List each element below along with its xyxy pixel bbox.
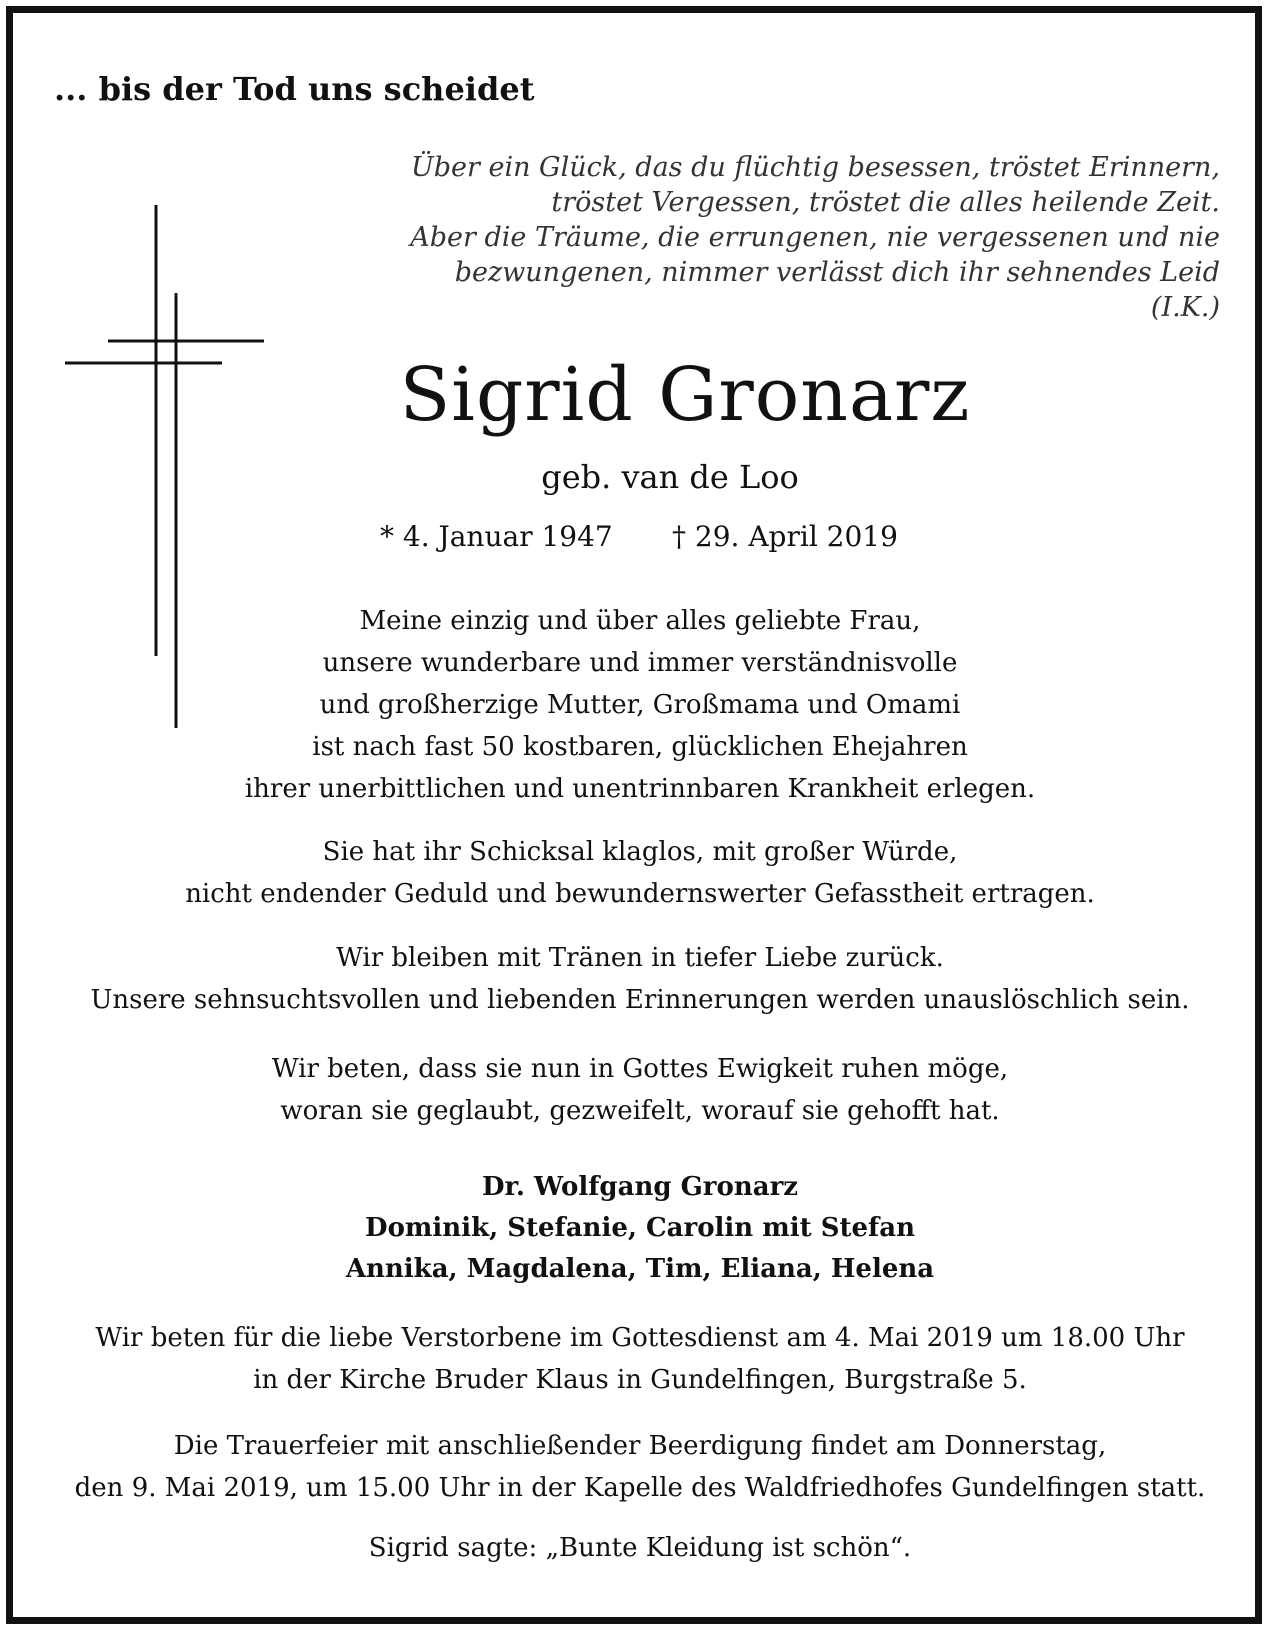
text-line: nicht endender Geduld und bewundernswerter Gefasstheit ertragen. — [185, 879, 1095, 909]
text-line: woran sie geglaubt, gezweifelt, worauf sie gehofft hat. — [280, 1096, 1000, 1126]
family-line: Dr. Wolfgang Gronarz — [481, 1172, 799, 1202]
service-notice — [0, 1317, 1280, 1401]
family-line: Dominik, Stefanie, Carolin mit Stefan — [365, 1213, 915, 1243]
text-paragraph — [0, 831, 1280, 915]
text-line: unsere wunderbare und immer verständnisvolle — [322, 648, 958, 678]
poem-line: Über ein Glück, das du flüchtig besessen, tröstet Erinnern, — [410, 152, 1220, 183]
closing-quote: Sigrid sagte: „Bunte Kleidung ist schön“. — [368, 1533, 912, 1563]
family-line: Annika, Magdalena, Tim, Eliana, Helena — [345, 1254, 935, 1284]
deceased-name: Sigrid Gronarz — [399, 352, 971, 438]
text-line: Wir bleiben mit Tränen in tiefer Liebe zurück. — [336, 943, 944, 973]
text-line: Die Trauerfeier mit anschließender Beerdigung findet am Donnerstag, — [173, 1431, 1107, 1461]
poem-author: (I.K.) — [1150, 292, 1220, 323]
death-date: † 29. April 2019 — [672, 520, 898, 553]
text-line: Wir beten für die liebe Verstorbene im Gottesdienst am 4. Mai 2019 um 18.00 Uhr — [95, 1323, 1185, 1353]
text-paragraph — [0, 600, 1280, 810]
text-line: Unsere sehnsuchtsvollen und liebenden Erinnerungen werden unauslöschlich sein. — [90, 985, 1190, 1015]
birth-date: * 4. Januar 1947 — [380, 520, 613, 553]
text-paragraph — [0, 1048, 1280, 1132]
text-line: den 9. Mai 2019, um 15.00 Uhr in der Kapelle des Waldfriedhofes Gundelfingen statt. — [74, 1473, 1206, 1503]
text-line: Sie hat ihr Schicksal klaglos, mit großer Würde, — [322, 837, 958, 867]
text-line: ist nach fast 50 kostbaren, glücklichen Ehejahren — [312, 732, 968, 762]
poem-line: tröstet Vergessen, tröstet die alles heilende Zeit. — [551, 187, 1220, 218]
text-line: ihrer unerbittlichen und unentrinnbaren Krankheit erlegen. — [244, 774, 1036, 804]
family-signatures — [0, 1167, 1280, 1290]
text-paragraph — [0, 937, 1280, 1021]
text-line: Meine einzig und über alles geliebte Frau, — [359, 606, 921, 636]
text-line: und großherzige Mutter, Großmama und Omami — [319, 690, 961, 720]
poem-line: Aber die Träume, die errungenen, nie vergessenen und nie — [410, 222, 1220, 253]
poem — [300, 150, 1220, 325]
text-line: Wir beten, dass sie nun in Gottes Ewigkeit ruhen möge, — [271, 1054, 1009, 1084]
text-line: in der Kirche Bruder Klaus in Gundelfingen, Burgstraße 5. — [253, 1365, 1027, 1395]
birth-name: geb. van de Loo — [541, 458, 799, 496]
poem-line: bezwungenen, nimmer verlässt dich ihr sehnendes Leid — [454, 257, 1220, 288]
funeral-notice — [0, 1425, 1280, 1509]
headline: ... bis der Tod uns scheidet — [54, 70, 535, 108]
